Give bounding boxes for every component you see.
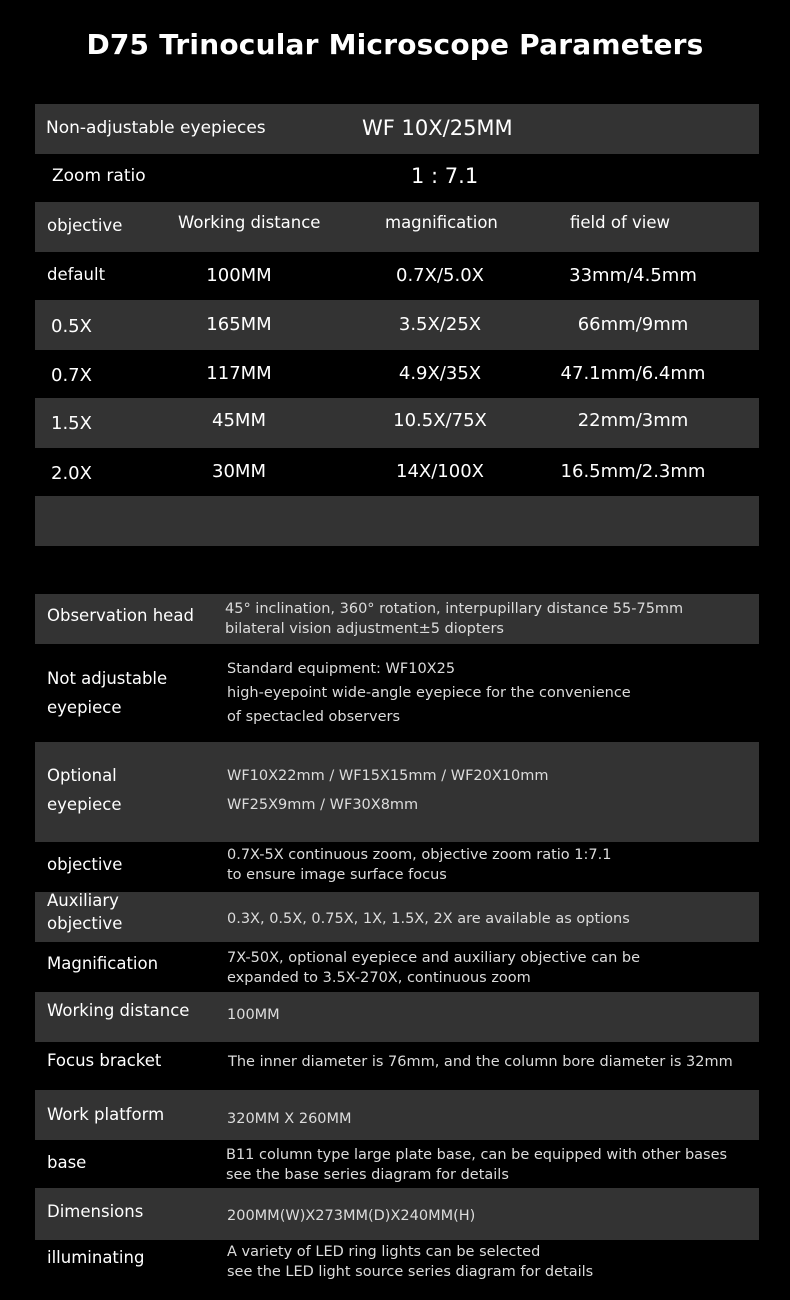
spec-value: 100MM bbox=[227, 1007, 280, 1023]
spec-label: illuminating bbox=[47, 1248, 145, 1267]
spec-value: 320MM X 260MM bbox=[227, 1111, 352, 1127]
spec-line: of spectacled observers bbox=[227, 709, 401, 725]
cell-objective: 0.7X bbox=[51, 365, 92, 386]
objective-table-header bbox=[35, 202, 759, 252]
header-field-of-view: field of view bbox=[570, 213, 670, 232]
spec-row-not-adjustable-eyepiece bbox=[35, 644, 759, 742]
spec-line: A variety of LED ring lights can be selected bbox=[227, 1244, 541, 1260]
spec-row-work-platform bbox=[35, 1090, 759, 1140]
zoom-row bbox=[35, 154, 759, 202]
table-row bbox=[35, 300, 759, 350]
spec-row-optional-eyepiece bbox=[35, 742, 759, 842]
spec-label-line: objective bbox=[47, 914, 123, 933]
spec-line: see the base series diagram for details bbox=[226, 1167, 509, 1183]
cell-field-of-view: 33mm/4.5mm bbox=[569, 265, 697, 286]
cell-field-of-view: 16.5mm/2.3mm bbox=[560, 461, 706, 482]
spec-value bbox=[225, 599, 683, 639]
eyepiece-row bbox=[35, 104, 759, 154]
spec-line: WF25X9mm / WF30X8mm bbox=[227, 797, 419, 813]
table-row bbox=[35, 398, 759, 448]
spec-line: expanded to 3.5X-270X, continuous zoom bbox=[227, 970, 531, 986]
spec-line: bilateral vision adjustment±5 diopters bbox=[225, 621, 504, 637]
spec-label: Focus bracket bbox=[47, 1051, 162, 1070]
page-title: D75 Trinocular Microscope Parameters bbox=[86, 28, 704, 61]
cell-magnification: 14X/100X bbox=[396, 461, 484, 482]
zoom-label: Zoom ratio bbox=[52, 166, 146, 186]
spec-label bbox=[47, 761, 122, 819]
cell-working-distance: 165MM bbox=[206, 314, 272, 335]
spec-label bbox=[47, 664, 167, 722]
spec-value bbox=[227, 657, 631, 729]
spec-label-line: eyepiece bbox=[47, 795, 122, 814]
spec-value bbox=[227, 845, 611, 885]
spec-line: 0.7X-5X continuous zoom, objective zoom ratio 1:7.1 bbox=[227, 847, 612, 863]
spec-value: 200MM(W)X273MM(D)X240MM(H) bbox=[227, 1208, 476, 1224]
spec-value bbox=[226, 1145, 727, 1185]
cell-magnification: 10.5X/75X bbox=[393, 410, 487, 431]
spec-row-working-distance bbox=[35, 992, 759, 1042]
spec-value: 0.3X, 0.5X, 0.75X, 1X, 1.5X, 2X are available as options bbox=[227, 911, 630, 927]
cell-field-of-view: 22mm/3mm bbox=[577, 410, 689, 431]
table-row bbox=[35, 252, 759, 300]
spec-line: Standard equipment: WF10X25 bbox=[227, 661, 456, 677]
spec-label bbox=[47, 889, 122, 935]
spec-value bbox=[227, 1242, 593, 1282]
spec-label: base bbox=[47, 1153, 87, 1172]
cell-working-distance: 100MM bbox=[206, 265, 272, 286]
spec-value: The inner diameter is 76mm, and the column bore diameter is 32mm bbox=[228, 1054, 733, 1070]
spec-row-base bbox=[35, 1140, 759, 1188]
header-working-distance: Working distance bbox=[178, 213, 321, 232]
cell-magnification: 4.9X/35X bbox=[398, 363, 482, 384]
cell-objective: 1.5X bbox=[51, 413, 92, 434]
spec-line: 45° inclination, 360° rotation, interpupillary distance 55-75mm bbox=[225, 601, 684, 617]
cell-working-distance: 117MM bbox=[206, 363, 272, 384]
spec-line: see the LED light source series diagram for details bbox=[227, 1264, 594, 1280]
eyepiece-label: Non-adjustable eyepieces bbox=[46, 118, 266, 138]
table-row bbox=[35, 350, 759, 398]
header-objective: objective bbox=[47, 216, 123, 235]
spec-line: WF10X22mm / WF15X15mm / WF20X10mm bbox=[227, 768, 549, 784]
spec-label-line: Optional bbox=[47, 766, 117, 785]
spec-row-focus-bracket bbox=[35, 1042, 759, 1090]
spec-row-auxiliary-objective bbox=[35, 892, 759, 942]
spec-row-magnification bbox=[35, 942, 759, 992]
spec-label: objective bbox=[47, 855, 123, 874]
spec-line: 7X-50X, optional eyepiece and auxiliary objective can be bbox=[227, 950, 640, 966]
spec-value bbox=[227, 762, 549, 820]
empty-table-row bbox=[35, 496, 759, 546]
spec-label: Working distance bbox=[47, 1001, 190, 1020]
cell-working-distance: 30MM bbox=[212, 461, 266, 482]
spec-row-objective bbox=[35, 842, 759, 892]
spec-line: high-eyepoint wide-angle eyepiece for the convenience bbox=[227, 685, 631, 701]
cell-magnification: 3.5X/25X bbox=[398, 314, 482, 335]
spec-row-illuminating bbox=[35, 1240, 759, 1292]
cell-field-of-view: 66mm/9mm bbox=[577, 314, 689, 335]
spec-label: Work platform bbox=[47, 1105, 165, 1124]
spec-row-observation-head bbox=[35, 594, 759, 644]
spec-label-line: Not adjustable bbox=[47, 669, 168, 688]
spec-row-dimensions bbox=[35, 1188, 759, 1240]
spec-label: Dimensions bbox=[47, 1202, 144, 1221]
cell-objective: default bbox=[47, 265, 106, 284]
spec-label: Magnification bbox=[47, 954, 159, 973]
spec-label-line: Auxiliary bbox=[47, 891, 119, 910]
spec-line: to ensure image surface focus bbox=[227, 867, 447, 883]
cell-working-distance: 45MM bbox=[212, 410, 266, 431]
spec-label-line: eyepiece bbox=[47, 698, 122, 717]
cell-objective: 0.5X bbox=[51, 316, 92, 337]
cell-objective: 2.0X bbox=[51, 463, 92, 484]
spec-value bbox=[227, 948, 640, 988]
cell-magnification: 0.7X/5.0X bbox=[396, 265, 484, 286]
eyepiece-value: WF 10X/25MM bbox=[362, 116, 513, 140]
header-magnification: magnification bbox=[385, 213, 498, 232]
spec-label: Observation head bbox=[47, 606, 194, 625]
spec-line: B11 column type large plate base, can be equipped with other bases bbox=[226, 1147, 728, 1163]
table-row bbox=[35, 448, 759, 496]
zoom-value: 1 : 7.1 bbox=[411, 164, 479, 188]
cell-field-of-view: 47.1mm/6.4mm bbox=[560, 363, 706, 384]
